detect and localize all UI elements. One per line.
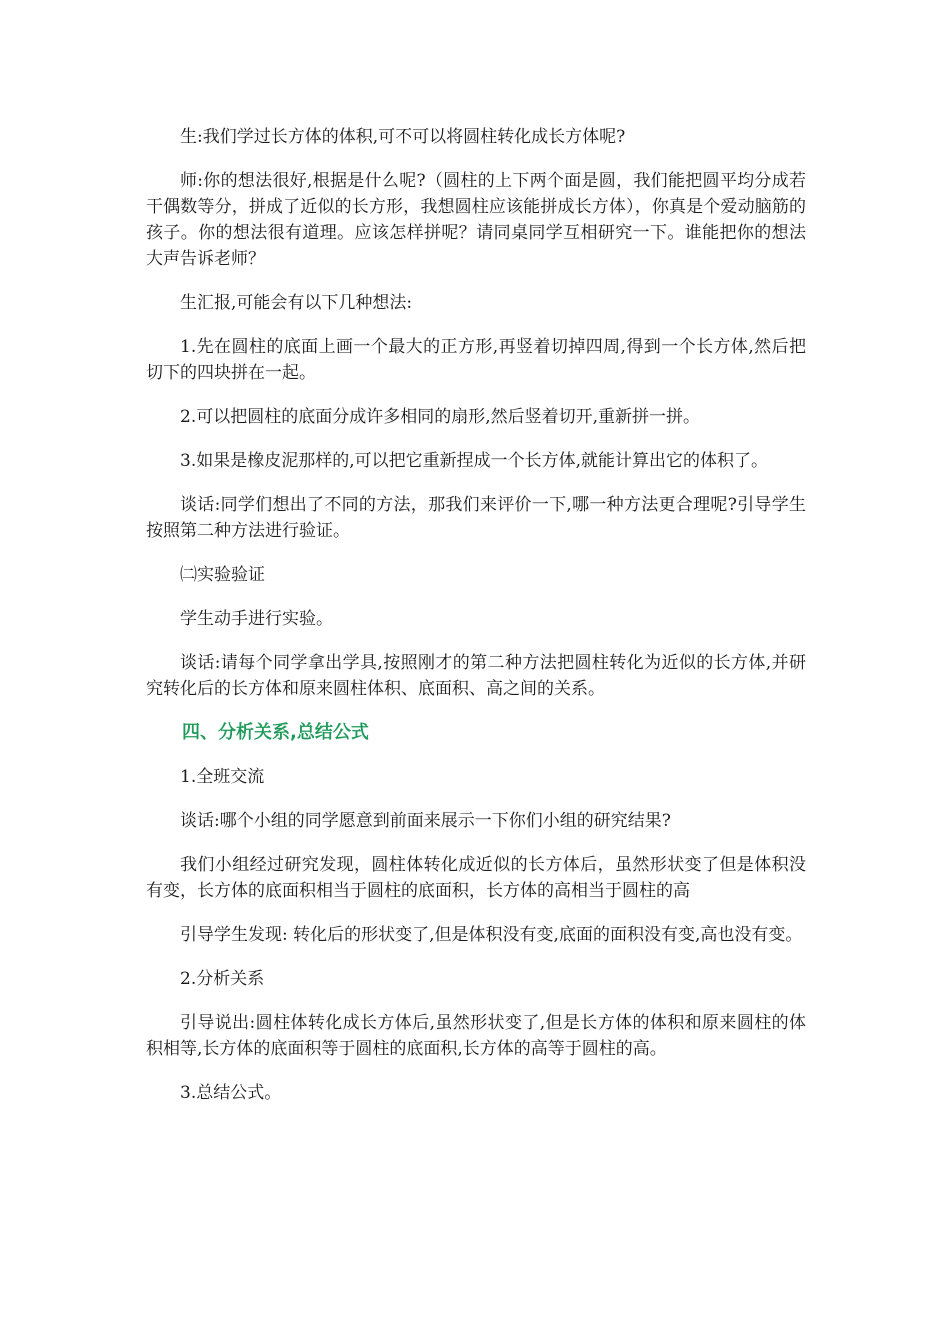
paragraph-group-finding: 我们小组经过研究发现，圆柱体转化成近似的长方体后，虽然形状变了但是体积没有变，长方体的底面积相当于圆柱的底面积，长方体的高相当于圆柱的高 [146, 855, 806, 901]
paragraph-method-3: 3.如果是橡皮泥那样的,可以把它重新捏成一个长方体,就能计算出它的体积了。 [180, 451, 769, 471]
paragraph-student-experiment: 学生动手进行实验。 [180, 609, 333, 629]
paragraph-guide-explain: 引导说出:圆柱体转化成长方体后,虽然形状变了,但是长方体的体积和原来圆柱的体积相等,长方体的底面积等于圆柱的底面积,长方体的高等于圆柱的高。 [146, 1013, 806, 1059]
paragraph-experiment-talk: 谈话:请每个同学拿出学具,按照刚才的第二种方法把圆柱转化为近似的长方体,并研究转化后的长方体和原来圆柱体积、底面积、高之间的关系。 [146, 653, 806, 699]
paragraph-analyze-title: 2.分析关系 [180, 969, 265, 989]
paragraph-class-exchange: 1.全班交流 [180, 767, 265, 787]
paragraph-evaluation-talk: 谈话:同学们想出了不同的方法，那我们来评价一下,哪一种方法更合理呢?引导学生按照第二种方法进行验证。 [146, 495, 806, 541]
paragraph-group-talk: 谈话:哪个小组的同学愿意到前面来展示一下你们小组的研究结果? [180, 811, 671, 831]
paragraph-experiment-title: ㈡实验验证 [180, 565, 265, 585]
paragraph-student-question: 生:我们学过长方体的体积,可不可以将圆柱转化成长方体呢? [180, 127, 626, 147]
document-page [146, 124, 806, 1124]
paragraph-teacher-response: 师:你的想法很好,根据是什么呢?（圆柱的上下两个面是圆，我们能把圆平均分成若干偶数等分，拼成了近似的长方形，我想圆柱应该能拼成长方体），你真是个爱动脑筋的孩子。你的想法很有道理。应该怎样拼呢？请同桌同学互相研究一下。谁能把你的想法大声告诉老师？ [146, 171, 806, 269]
section-heading: 四、分析关系,总结公式 [182, 722, 369, 743]
paragraph-student-report: 生汇报,可能会有以下几种想法: [180, 293, 413, 313]
paragraph-guide-discovery: 引导学生发现: 转化后的形状变了,但是体积没有变,底面的面积没有变,高也没有变。 [180, 925, 803, 945]
paragraph-method-1: 1.先在圆柱的底面上画一个最大的正方形,再竖着切掉四周,得到一个长方体,然后把切下的四块拼在一起。 [146, 337, 806, 383]
paragraph-method-2: 2.可以把圆柱的底面分成许多相同的扇形,然后竖着切开,重新拼一拼。 [180, 407, 701, 427]
paragraph-formula-title: 3.总结公式。 [180, 1083, 282, 1103]
